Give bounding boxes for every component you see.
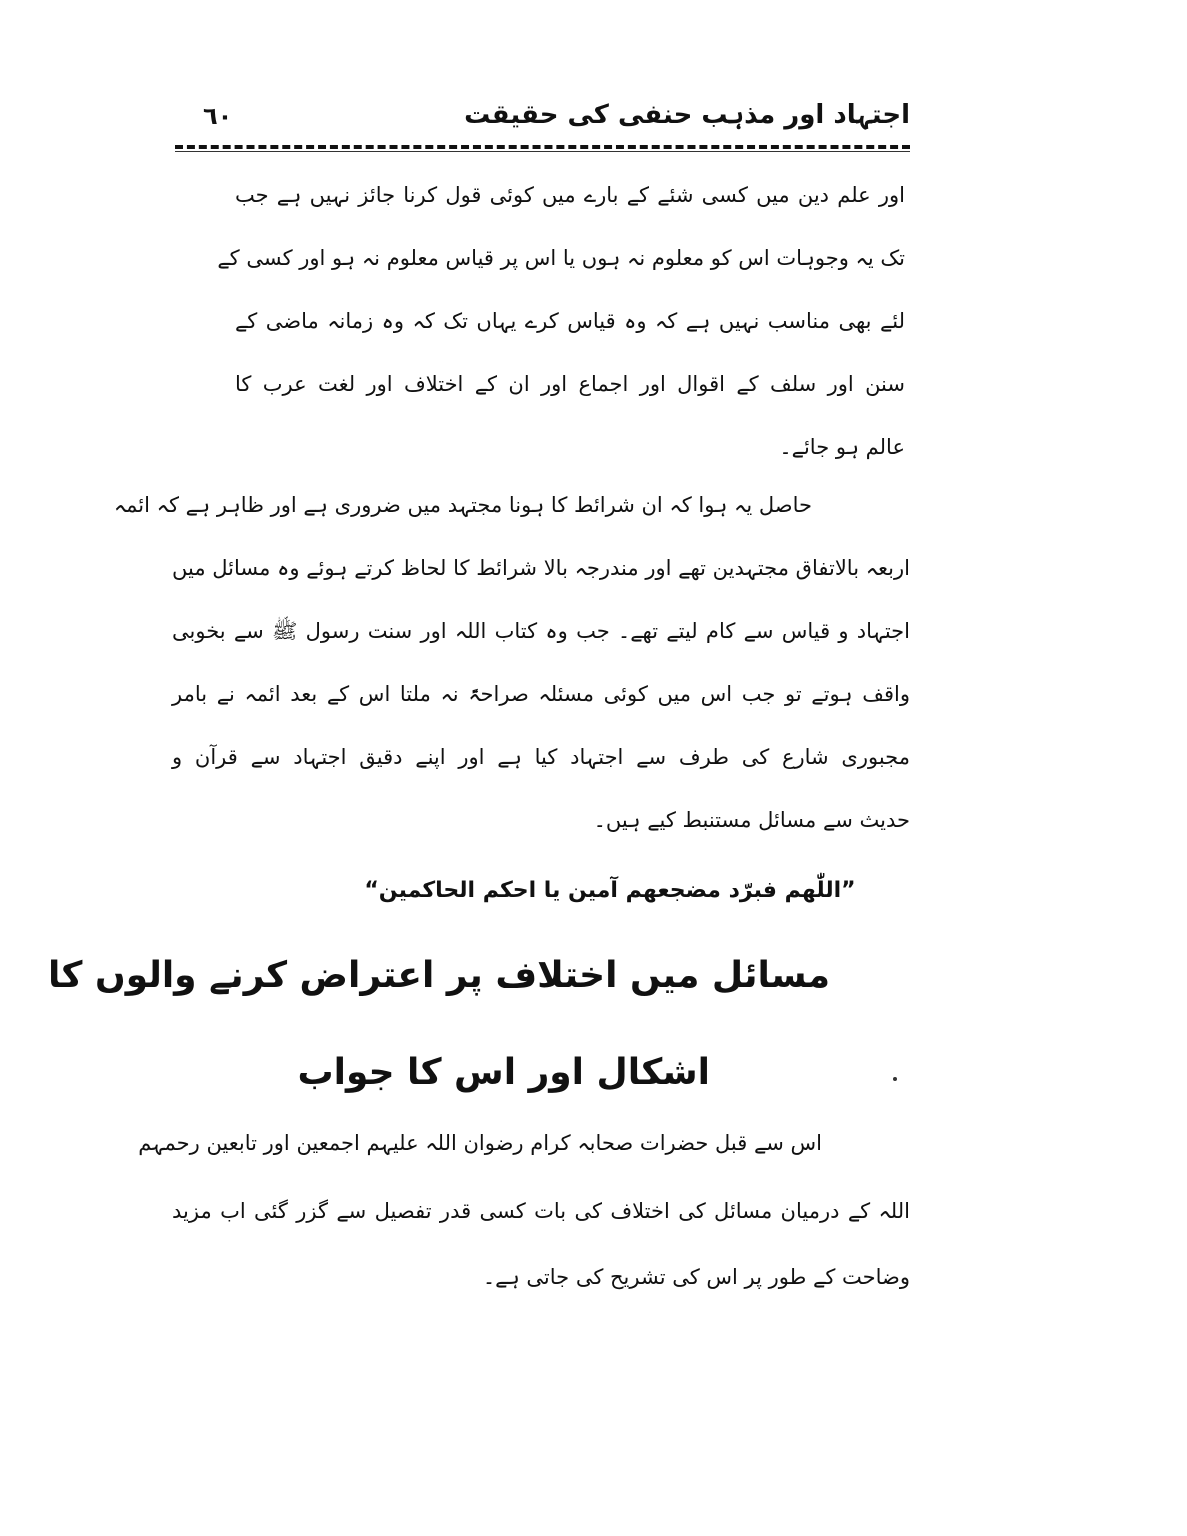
header-rule-thin bbox=[175, 151, 910, 152]
paragraph-2-line: اربعہ بالاتفاق مجتہدین تھے اور مندرجہ بالا شرائط کا لحاظ کرتے ہوئے وہ مسائل میں bbox=[172, 556, 910, 580]
paragraph-2-line: حدیث سے مسائل مستنبط کیے ہیں۔ bbox=[593, 808, 910, 832]
paragraph-1-line: اور علم دین میں کسی شئے کے بارے میں کوئی قول کرنا جائز نہیں ہے جب bbox=[235, 183, 905, 207]
section-heading-line-1: مسائل میں اختلاف پر اعتراض کرنے والوں کا bbox=[48, 955, 830, 996]
page-number: ٦٠ bbox=[203, 102, 233, 130]
paragraph-2-line: اجتہاد و قیاس سے کام لیتے تھے۔ جب وہ کتاب اللہ اور سنت رسول ﷺ سے بخوبی bbox=[172, 619, 910, 643]
paragraph-1-line: تک یہ وجوہات اس کو معلوم نہ ہوں یا اس پر قیاس معلوم نہ ہو اور کسی کے bbox=[217, 246, 905, 270]
paragraph-2-line: حاصل یہ ہوا کہ ان شرائط کا ہونا مجتہد میں ضروری ہے اور ظاہر ہے کہ ائمہ bbox=[113, 493, 812, 517]
header-rule bbox=[175, 145, 910, 149]
paragraph-3-line: اللہ کے درمیان مسائل کی اختلاف کی بات کسی قدر تفصیل سے گزر گئی اب مزید bbox=[172, 1199, 910, 1223]
paragraph-1-line: عالم ہو جائے۔ bbox=[779, 435, 905, 459]
paragraph-3-line: وضاحت کے طور پر اس کی تشریح کی جاتی ہے۔ bbox=[482, 1265, 910, 1289]
page-header bbox=[175, 100, 910, 144]
paragraph-2-line: مجبوری شارع کی طرف سے اجتہاد کیا ہے اور اپنے دقیق اجتہاد سے قرآن و bbox=[172, 745, 910, 769]
print-speck bbox=[893, 1077, 897, 1081]
running-title: اجتہاد اور مذہب حنفی کی حقیقت bbox=[464, 100, 910, 130]
paragraph-2-line: واقف ہوتے تو جب اس میں کوئی مسئلہ صراحۃً نہ ملتا اس کے بعد ائمہ نے بامر bbox=[172, 682, 910, 706]
paragraph-1-line: لئے بھی مناسب نہیں ہے کہ وہ قیاس کرے یہاں تک کہ وہ زمانہ ماضی کے bbox=[235, 309, 905, 333]
paragraph-3-line: اس سے قبل حضرات صحابہ کرام رضوان اللہ علیہم اجمعین اور تابعین رحمہم bbox=[138, 1131, 822, 1155]
paragraph-1-line: سنن اور سلف کے اقوال اور اجماع اور ان کے اختلاف اور لغت عرب کا bbox=[235, 372, 905, 396]
section-heading-line-2: اشکال اور اس کا جواب bbox=[297, 1052, 710, 1093]
invocation-quote: ”اللّٰھم فبرّد مضجعھم آمین یا احکم الحاکمین“ bbox=[364, 878, 856, 903]
